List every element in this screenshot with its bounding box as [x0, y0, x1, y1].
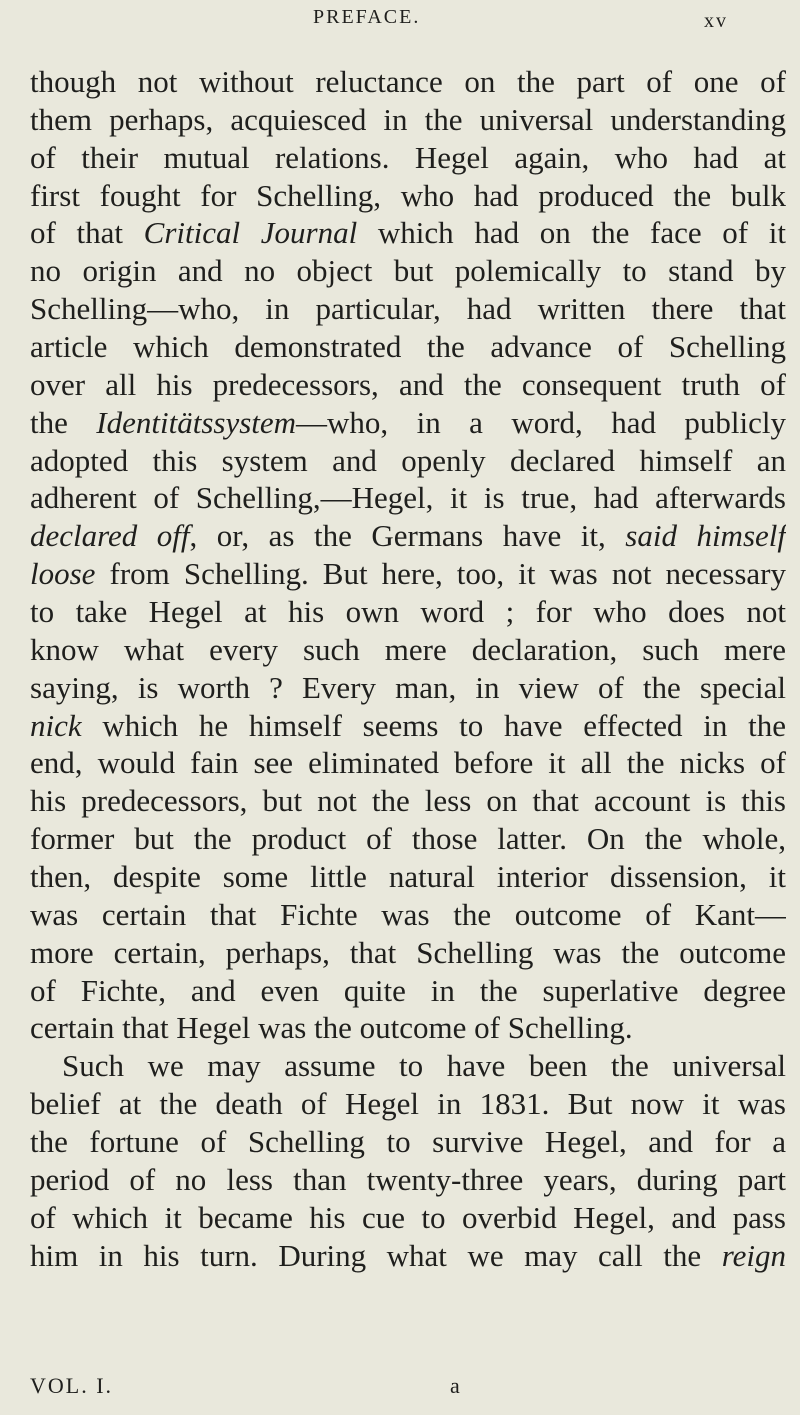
text-line-5: of that Critical Journal which had on the face of it — [30, 215, 786, 251]
text-line-13: declared off, or, as the Germans have it, said himself — [30, 518, 786, 554]
italic-word-nick: nick — [30, 707, 82, 743]
text-line-4: first fought for Schelling, who had produced the bulk — [30, 177, 786, 213]
text-line-31: of which it became his cue to overbid Hegel, and pass — [30, 1199, 786, 1235]
text-line-30: period of no less than twenty-three years, during part — [30, 1161, 786, 1197]
text-line-1: though not without reluctance on the part of one of — [30, 64, 786, 99]
page-footer — [30, 1373, 770, 1407]
italic-word-reign: reign — [721, 1237, 786, 1273]
text-line-21: former but the product of those latter. On the whole, — [30, 821, 786, 857]
text-line-28: belief at the death of Hegel in 1831. But now it was — [30, 1086, 786, 1122]
text-line-27: Such we may assume to have been the universal — [62, 1048, 786, 1084]
text-line-8: article which demonstrated the advance of Schelling — [30, 329, 786, 365]
running-head — [0, 0, 800, 54]
text-line-24: more certain, perhaps, that Schelling was the outcome — [30, 934, 786, 970]
text-line-20: his predecessors, but not the less on that account is this — [30, 783, 786, 819]
text-line-14: loose from Schelling. But here, too, it was not necessary — [30, 556, 786, 592]
page-text — [30, 63, 786, 1275]
text-line-19: end, would fain see eliminated before it all the nicks of — [30, 745, 786, 781]
page-number: xv — [704, 10, 728, 32]
text-line-9: over all his predecessors, and the consequent truth of — [30, 366, 786, 402]
running-title: PREFACE. — [313, 6, 421, 28]
text-line-17: saying, is worth ? Every man, in view of the special — [30, 669, 786, 705]
text-line-6: no origin and no object but polemically to stand by — [30, 253, 786, 289]
text-line-11: adopted this system and openly declared himself an — [30, 442, 786, 478]
text-line-26: certain that Hegel was the outcome of Schelling. — [30, 1010, 633, 1046]
italic-system-name: Identitätssystem — [96, 404, 297, 440]
text-line-16: know what every such mere declaration, such mere — [30, 631, 786, 667]
italic-phrase-declared-off: declared off — [30, 518, 190, 554]
text-line-25: of Fichte, and even quite in the superlative degree — [30, 972, 786, 1008]
text-line-18: nick which he himself seems to have effected in the — [30, 707, 786, 743]
text-line-22: then, despite some little natural interior dissension, it — [30, 859, 786, 895]
text-line-15: to take Hegel at his own word ; for who does not — [30, 594, 786, 630]
text-line-12: adherent of Schelling,—Hegel, it is true, had afterwards — [30, 480, 786, 516]
text-line-3: of their mutual relations. Hegel again, who had at — [30, 139, 786, 175]
text-line-2: them perhaps, acquiesced in the universal understanding — [30, 101, 786, 137]
text-line-7: Schelling—who, in particular, had written there that — [30, 291, 786, 327]
volume-signature: VOL. I. — [30, 1373, 114, 1398]
sheet-signature: a — [450, 1373, 460, 1398]
italic-phrase-said-himself: said himself — [625, 518, 786, 554]
italic-journal-title: Critical Journal — [143, 215, 358, 251]
italic-word-loose: loose — [30, 556, 96, 592]
text-line-23: was certain that Fichte was the outcome of Kant— — [30, 896, 786, 932]
text-line-10: the Identitätssystem—who, in a word, had publicly — [30, 404, 786, 440]
text-line-32: him in his turn. During what we may call the reign — [30, 1237, 786, 1273]
text-line-29: the fortune of Schelling to survive Hegel, and for a — [30, 1124, 786, 1160]
